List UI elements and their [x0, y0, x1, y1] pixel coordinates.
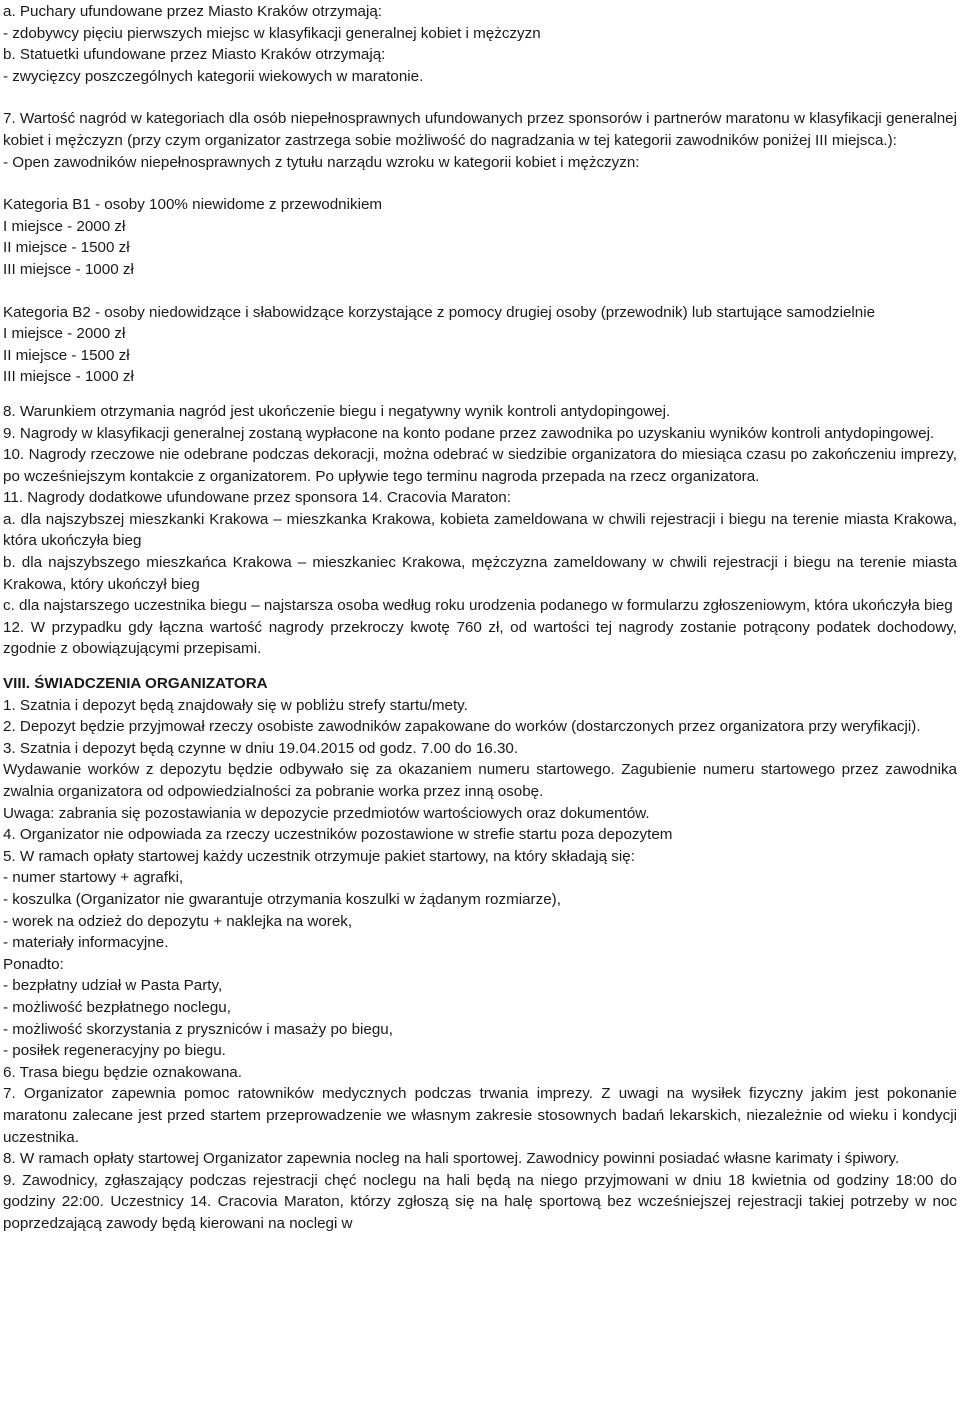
section-item-4: 4. Organizator nie odpowiada za rzeczy uczestników pozostawione w strefie startu poza depozytem [3, 826, 673, 844]
extra-item-showers: - możliwość skorzystania z pryszniców i masaży po biegu, [3, 1020, 393, 1038]
deposit-note-1: Wydawanie worków z depozytu będzie odbywało się za okazaniem numeru startowego. Zagubienie numeru startowego przez zawodnika zwalnia organizatora od odpowiedzialności za pobranie worka przez inną osobę. [3, 761, 957, 800]
package-item-number: - numer startowy + agrafki, [3, 869, 184, 887]
category-b2-place-2: II miejsce - 1500 zł [3, 346, 130, 364]
category-b2-place-3: III miejsce - 1000 zł [3, 368, 134, 386]
section-item-5: 5. W ramach opłaty startowej każdy uczestnik otrzymuje pakiet startowy, na który składają się: [3, 847, 635, 865]
extra-item-accommodation: - możliwość bezpłatnego noclegu, [3, 998, 231, 1016]
paragraph-9: 9. Nagrody w klasyfikacji generalnej zostaną wypłacone na konto podane przez zawodnika po uzyskaniu wyników kontroli antydopingowej. [3, 424, 935, 442]
prize-b-item: - zwycięzcy poszczególnych kategorii wiekowych w maratonie. [3, 67, 424, 85]
extra-item-pasta-party: - bezpłatny udział w Pasta Party, [3, 977, 223, 995]
section-item-3: 3. Szatnia i depozyt będą czynne w dniu 19.04.2015 od godz. 7.00 do 16.30. [3, 739, 519, 757]
section-item-2: 2. Depozyt będzie przyjmował rzeczy osobiste zawodników zapakowane do worków (dostarczonych przez organizatora przy weryfikacji). [3, 718, 921, 736]
paragraph-11-b: b. dla najszybszego mieszkańca Krakowa – mieszkaniec Krakowa, mężczyzna zameldowany w chwili rejestracji i biegu na terenie miasta Krakowa, który ukończył bieg [3, 554, 957, 593]
deposit-note-2: Uwaga: zabrania się pozostawiania w depozycie przedmiotów wartościowych oraz dokumentów. [3, 804, 650, 822]
paragraph-11-a: a. dla najszybszej mieszkanki Krakowa – mieszkanka Krakowa, kobieta zameldowana w chwili rejestracji i biegu na terenie miasta Krakowa, która ukończyła bieg [3, 510, 957, 550]
paragraph-11-c: c. dla najstarszego uczestnika biegu – najstarsza osoba według roku urodzenia podanego w formularzu zgłoszeniowym, która ukończyła bieg [3, 597, 953, 615]
category-b1-place-3: III miejsce - 1000 zł [3, 260, 134, 278]
open-category-line: - Open zawodników niepełnosprawnych z tytułu narządu wzroku w kategorii kobiet i mężczyzn: [3, 153, 640, 171]
paragraph-8: 8. Warunkiem otrzymania nagród jest ukończenie biegu i negatywny wynik kontroli antydopingowej. [3, 402, 671, 420]
section-item-9: 9. Zawodnicy, zgłaszający podczas rejestracji chęć noclegu na hali będą na niego przyjmowani w dniu 18 kwietnia od godziny 18:00 do godziny 22:00. Uczestnicy 14. Cracovia Maraton, którzy zgłoszą się na halę sportową bez wcześniejszej rejestracji takiej potrzeby w noc poprzedzającą zawody będą kierowani na noclegi w [3, 1171, 957, 1232]
ponadto-label: Ponadto: [3, 955, 64, 973]
prize-b-label: b. Statuetki ufundowane przez Miasto Kraków otrzymają: [3, 46, 386, 64]
category-b2-place-1: I miejsce - 2000 zł [3, 325, 126, 343]
package-item-bag: - worek na odzież do depozytu + naklejka na worek, [3, 912, 353, 930]
spacer [3, 87, 957, 108]
category-b1-title: Kategoria B1 - osoby 100% niewidome z przewodnikiem [3, 196, 383, 214]
spacer [3, 388, 957, 401]
prize-a-item: - zdobywcy pięciu pierwszych miejsc w klasyfikacji generalnej kobiet i mężczyzn [3, 24, 541, 42]
section-item-6: 6. Trasa biegu będzie oznakowana. [3, 1063, 242, 1081]
paragraph-7: 7. Wartość nagród w kategoriach dla osób niepełnosprawnych ufundowanych przez sponsorów i partnerów maratonu w klasyfikacji generalnej kobiet i mężczyzn (przy czym organizator zastrzega sobie możliwość do nagradzania w tej kategorii zawodników poniżej III miejsca.): [3, 110, 957, 149]
paragraph-12: 12. W przypadku gdy łączna wartość nagrody przekroczy kwotę 760 zł, od wartości tej nagrody zostanie potrącony podatek dochodowy, zgodnie z obowiązującymi przepisami. [3, 618, 957, 658]
prize-a-label: a. Puchary ufundowane przez Miasto Kraków otrzymają: [3, 3, 383, 20]
section-heading: VIII. ŚWIADCZENIA ORGANIZATORA [3, 675, 268, 693]
category-b1-place-2: II miejsce - 1500 zł [3, 239, 130, 257]
section-item-1: 1. Szatnia i depozyt będą znajdowały się w pobliżu strefy startu/mety. [3, 696, 468, 714]
section-item-8: 8. W ramach opłaty startowej Organizator zapewnia nocleg na hali sportowej. Zawodnicy powinni posiadać własne karimaty i śpiwory. [3, 1150, 900, 1168]
package-item-materials: - materiały informacyjne. [3, 934, 169, 952]
category-b2-title: Kategoria B2 - osoby niedowidzące i słabowidzące korzystające z pomocy drugiej osoby (przewodnik) lub startujące samodzielnie [3, 303, 876, 321]
paragraph-10: 10. Nagrody rzeczowe nie odebrane podczas dekoracji, można odebrać w siedzibie organizatora do miesiąca czasu po zakończeniu imprezy, po wcześniejszym kontakcie z organizatorem. Po upływie tego terminu nagroda przepada na rzecz organizatora. [3, 446, 957, 485]
category-b1-place-1: I miejsce - 2000 zł [3, 217, 126, 235]
paragraph-11-title: 11. Nagrody dodatkowe ufundowane przez sponsora 14. Cracovia Maraton: [3, 489, 511, 507]
spacer [3, 660, 957, 673]
section-item-7: 7. Organizator zapewnia pomoc ratowników medycznych podczas trwania imprezy. Z uwagi na wysiłek fizyczny jakim jest pokonanie maratonu zalecane jest przed startem przeprowadzenie we własnym zakresie stosownych badań lekarskich, niezależnie od wieku i kondycji uczestnika. [3, 1085, 957, 1146]
spacer [3, 173, 957, 194]
extra-item-meal: - posiłek regeneracyjny po biegu. [3, 1042, 226, 1060]
spacer [3, 281, 957, 302]
package-item-shirt: - koszulka (Organizator nie gwarantuje otrzymania koszulki w żądanym rozmiarze), [3, 890, 561, 908]
